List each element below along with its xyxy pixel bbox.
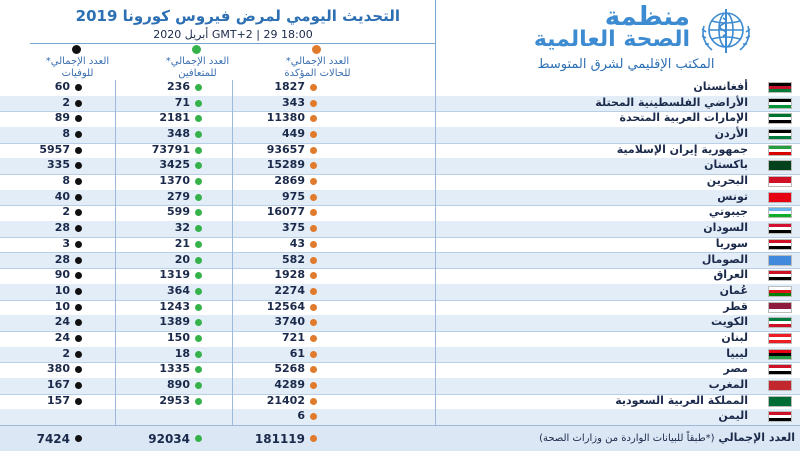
recovered-dot-icon [195,209,202,216]
country-name: الأراضي الفلسطينية المحتلة [595,95,748,109]
deaths-dot-icon [75,100,82,107]
column-divider [232,80,233,425]
table-row [0,174,800,191]
confirmed-value: 15289 [266,158,305,172]
recovered-dot-icon [195,131,202,138]
recovered-value: 1370 [159,174,190,188]
recovered-dot-icon [195,194,202,201]
deaths-dot-icon [75,209,82,216]
total-label-text: العدد الإجمالي [718,431,795,444]
deaths-value: 90 [54,268,70,282]
confirmed-dot-icon [310,147,317,154]
table-row [0,205,800,222]
recovered-dot-icon [195,178,202,185]
confirmed-value: 1827 [274,80,305,93]
confirmed-dot-icon [310,162,317,169]
deaths-dot-icon [75,398,82,405]
org-name-line2: الصحة العالمية [533,27,690,52]
recovered-header-line1: العدد الإجمالي* [165,56,230,67]
confirmed-value: 2274 [274,283,305,297]
deaths-dot-icon [75,178,82,185]
country-name: قطر [723,299,748,313]
confirmed-value: 2869 [274,174,305,188]
regional-office-name: المكتب الإقليمي لشرق المتوسط [537,57,715,72]
recovered-value: 1243 [159,299,190,313]
flag-iran-icon [768,145,792,156]
confirmed-dot-icon [310,272,317,279]
flag-bahrain-icon [768,176,792,187]
deaths-value: 28 [54,221,70,235]
table-row [0,253,800,270]
deaths-value: 89 [54,111,70,125]
recovered-dot-icon [195,351,202,358]
table-row [0,190,800,207]
total-row [0,425,800,451]
country-name: مصر [723,362,748,376]
recovered-value: 236 [167,80,190,93]
deaths-value: 60 [54,80,70,93]
confirmed-value: 4289 [274,377,305,391]
header-divider [30,43,435,44]
table-row [0,347,800,364]
column-header-confirmed [260,46,375,80]
deaths-dot-icon [72,45,81,54]
confirmed-dot-icon [310,398,317,405]
flag-qatar-icon [768,302,792,313]
flag-sudan-icon [768,223,792,234]
deaths-value: 380 [47,362,70,376]
deaths-value: 10 [54,283,70,297]
flag-afghanistan-icon [768,82,792,93]
flag-uae-icon [768,113,792,124]
deaths-dot-icon [75,435,82,442]
deaths-dot-icon [75,257,82,264]
confirmed-dot-icon [310,178,317,185]
confirmed-dot-icon [310,131,317,138]
total-confirmed: 181119 [254,432,305,446]
deaths-value: 2 [62,95,70,109]
deaths-dot-icon [75,131,82,138]
cases-table [0,80,800,425]
flag-oman-icon [768,286,792,297]
table-row [0,127,800,144]
country-name: الكويت [711,315,748,329]
deaths-dot-icon [75,366,82,373]
country-name: سوريا [715,236,748,250]
deaths-value: 5957 [39,142,70,156]
org-name-line1: منظمة [604,2,690,32]
update-date: 18:00 GMT+2 | 29 أبريل 2020 [153,28,313,41]
confirmed-dot-icon [310,84,317,91]
confirmed-dot-icon [310,382,317,389]
deaths-dot-icon [75,115,82,122]
country-name: البحرين [706,174,748,188]
deaths-dot-icon [75,241,82,248]
deaths-dot-icon [75,335,82,342]
recovered-header-line2: للمتعافين [178,68,217,79]
confirmed-value: 721 [282,330,305,344]
country-name: ليبيا [726,346,748,360]
deaths-header-line2: للوفيات [61,68,94,79]
country-name: المغرب [708,377,748,391]
flag-egypt-icon [768,364,792,375]
country-name: باكستان [704,158,748,172]
confirmed-dot-icon [310,288,317,295]
deaths-value: 157 [47,393,70,407]
confirmed-header-line1: العدد الإجمالي* [285,56,350,67]
confirmed-dot-icon [310,304,317,311]
confirmed-dot-icon [310,209,317,216]
deaths-dot-icon [75,304,82,311]
flag-tunisia-icon [768,192,792,203]
total-source-note: (*طبقاً للبيانات الواردة من وزارات الصحة) [539,433,715,444]
recovered-value: 1335 [159,362,190,376]
country-name: المملكة العربية السعودية [615,393,748,407]
deaths-value: 24 [54,315,70,329]
flag-libya-icon [768,349,792,360]
table-row [0,315,800,332]
table-row [0,300,800,317]
recovered-dot-icon [195,100,202,107]
flag-jordan-icon [768,129,792,140]
recovered-dot-icon [195,272,202,279]
recovered-value: 279 [167,189,190,203]
confirmed-value: 1928 [274,268,305,282]
country-name: الصومال [701,252,748,266]
confirmed-value: 5268 [274,362,305,376]
deaths-value: 8 [62,127,70,141]
table-row [0,237,800,254]
flag-palestine-icon [768,98,792,109]
confirmed-value: 582 [282,252,305,266]
confirmed-dot-icon [310,435,317,442]
confirmed-dot-icon [310,115,317,122]
deaths-dot-icon [75,319,82,326]
confirmed-dot-icon [310,319,317,326]
deaths-header-line1: العدد الإجمالي* [45,56,110,67]
recovered-value: 2181 [159,111,190,125]
deaths-value [0,409,70,424]
flag-iraq-icon [768,270,792,281]
column-divider [435,80,436,425]
confirmed-value: 61 [289,346,305,360]
recovered-dot-icon [195,241,202,248]
confirmed-dot-icon [310,241,317,248]
confirmed-dot-icon [310,225,317,232]
recovered-dot-icon [195,382,202,389]
table-row [0,221,800,238]
deaths-dot-icon [75,288,82,295]
deaths-value: 40 [54,189,70,203]
recovered-value: 20 [174,252,190,266]
flag-saudi-arabia-icon [768,396,792,407]
confirmed-dot-icon [310,100,317,107]
recovered-value: 364 [167,283,190,297]
column-header-recovered [140,46,255,80]
recovered-dot-icon [192,45,201,54]
recovered-value: 2953 [159,393,190,407]
recovered-dot-icon [195,162,202,169]
confirmed-value: 11380 [266,111,305,125]
confirmed-dot-icon [310,413,317,420]
confirmed-value: 12564 [266,299,305,313]
recovered-dot-icon [195,319,202,326]
column-divider [115,80,116,425]
confirmed-dot-icon [310,194,317,201]
table-row [0,111,800,128]
deaths-dot-icon [75,162,82,169]
deaths-value: 28 [54,252,70,266]
column-header-deaths [20,46,135,80]
recovered-value: 890 [167,377,190,391]
confirmed-dot-icon [312,45,321,54]
country-name: اليمن [718,409,748,423]
flag-kuwait-icon [768,317,792,328]
recovered-dot-icon [195,398,202,405]
recovered-dot-icon [195,257,202,264]
flag-yemen-icon [768,411,792,422]
country-name: جيبوتي [708,205,748,219]
table-row [0,394,800,411]
deaths-dot-icon [75,147,82,154]
deaths-dot-icon [75,382,82,389]
flag-lebanon-icon [768,333,792,344]
table-row [0,96,800,113]
recovered-dot-icon [195,225,202,232]
confirmed-value: 975 [282,189,305,203]
table-row [0,80,800,97]
flag-syria-icon [768,239,792,250]
table-row [0,362,800,379]
deaths-value: 167 [47,377,70,391]
recovered-value: 348 [167,127,190,141]
update-title: التحديث اليومي لمرض فيروس كورونا 2019 [75,7,400,25]
country-name: جمهورية إيران الإسلامية [616,142,748,156]
deaths-dot-icon [75,351,82,358]
confirmed-value: 375 [282,221,305,235]
recovered-value: 150 [167,330,190,344]
flag-morocco-icon [768,380,792,391]
flag-djibouti-icon [768,207,792,218]
header-vertical-divider [435,0,436,80]
deaths-value: 8 [62,174,70,188]
header [0,0,800,80]
table-row [0,268,800,285]
recovered-dot-icon [195,84,202,91]
table-row [0,331,800,348]
recovered-dot-icon [195,288,202,295]
recovered-value: 71 [174,95,190,109]
flag-pakistan-icon [768,160,792,171]
confirmed-value: 43 [289,236,305,250]
deaths-value: 2 [62,346,70,360]
confirmed-value: 3740 [274,315,305,329]
recovered-value: 1319 [159,268,190,282]
country-name: لبنان [721,330,748,344]
confirmed-value: 343 [282,95,305,109]
recovered-value: 599 [167,205,190,219]
table-row [0,284,800,301]
country-name: الأردن [714,127,748,141]
deaths-value: 2 [62,205,70,219]
recovered-dot-icon [195,335,202,342]
country-name: أفغانستان [693,80,748,93]
country-name: العراق [713,268,748,282]
deaths-value: 3 [62,236,70,250]
deaths-value: 335 [47,158,70,172]
table-row [0,378,800,395]
confirmed-dot-icon [310,257,317,264]
confirmed-value: 6 [297,409,305,423]
confirmed-value: 93657 [266,142,305,156]
recovered-dot-icon [195,115,202,122]
deaths-dot-icon [75,225,82,232]
total-label [440,431,795,444]
table-row [0,158,800,175]
confirmed-dot-icon [310,366,317,373]
recovered-dot-icon [195,435,202,442]
deaths-value: 10 [54,299,70,313]
recovered-value: 18 [174,346,190,360]
recovered-value: 32 [174,221,190,235]
recovered-value: 21 [174,236,190,250]
who-emblem-icon [696,6,756,56]
table-row [0,409,800,426]
confirmed-header-line2: للحالات المؤكدة [284,68,351,79]
recovered-value: 3425 [159,158,190,172]
recovered-value: 1389 [159,315,190,329]
recovered-dot-icon [195,366,202,373]
country-name: السودان [703,221,748,235]
total-deaths: 7424 [36,432,70,446]
confirmed-dot-icon [310,351,317,358]
deaths-dot-icon [75,272,82,279]
table-row [0,143,800,160]
deaths-value: 24 [54,330,70,344]
country-name: تونس [717,189,748,203]
total-recovered: 92034 [148,432,190,446]
deaths-dot-icon [75,84,82,91]
confirmed-value: 21402 [266,393,305,407]
recovered-value: 73791 [151,142,190,156]
country-name: الإمارات العربية المتحدة [619,111,748,125]
flag-somalia-icon [768,255,792,266]
country-name: عُمان [719,283,748,297]
confirmed-dot-icon [310,335,317,342]
recovered-dot-icon [195,147,202,154]
deaths-dot-icon [75,194,82,201]
confirmed-value: 449 [282,127,305,141]
confirmed-value: 16077 [266,205,305,219]
recovered-dot-icon [195,304,202,311]
recovered-value [120,409,190,424]
